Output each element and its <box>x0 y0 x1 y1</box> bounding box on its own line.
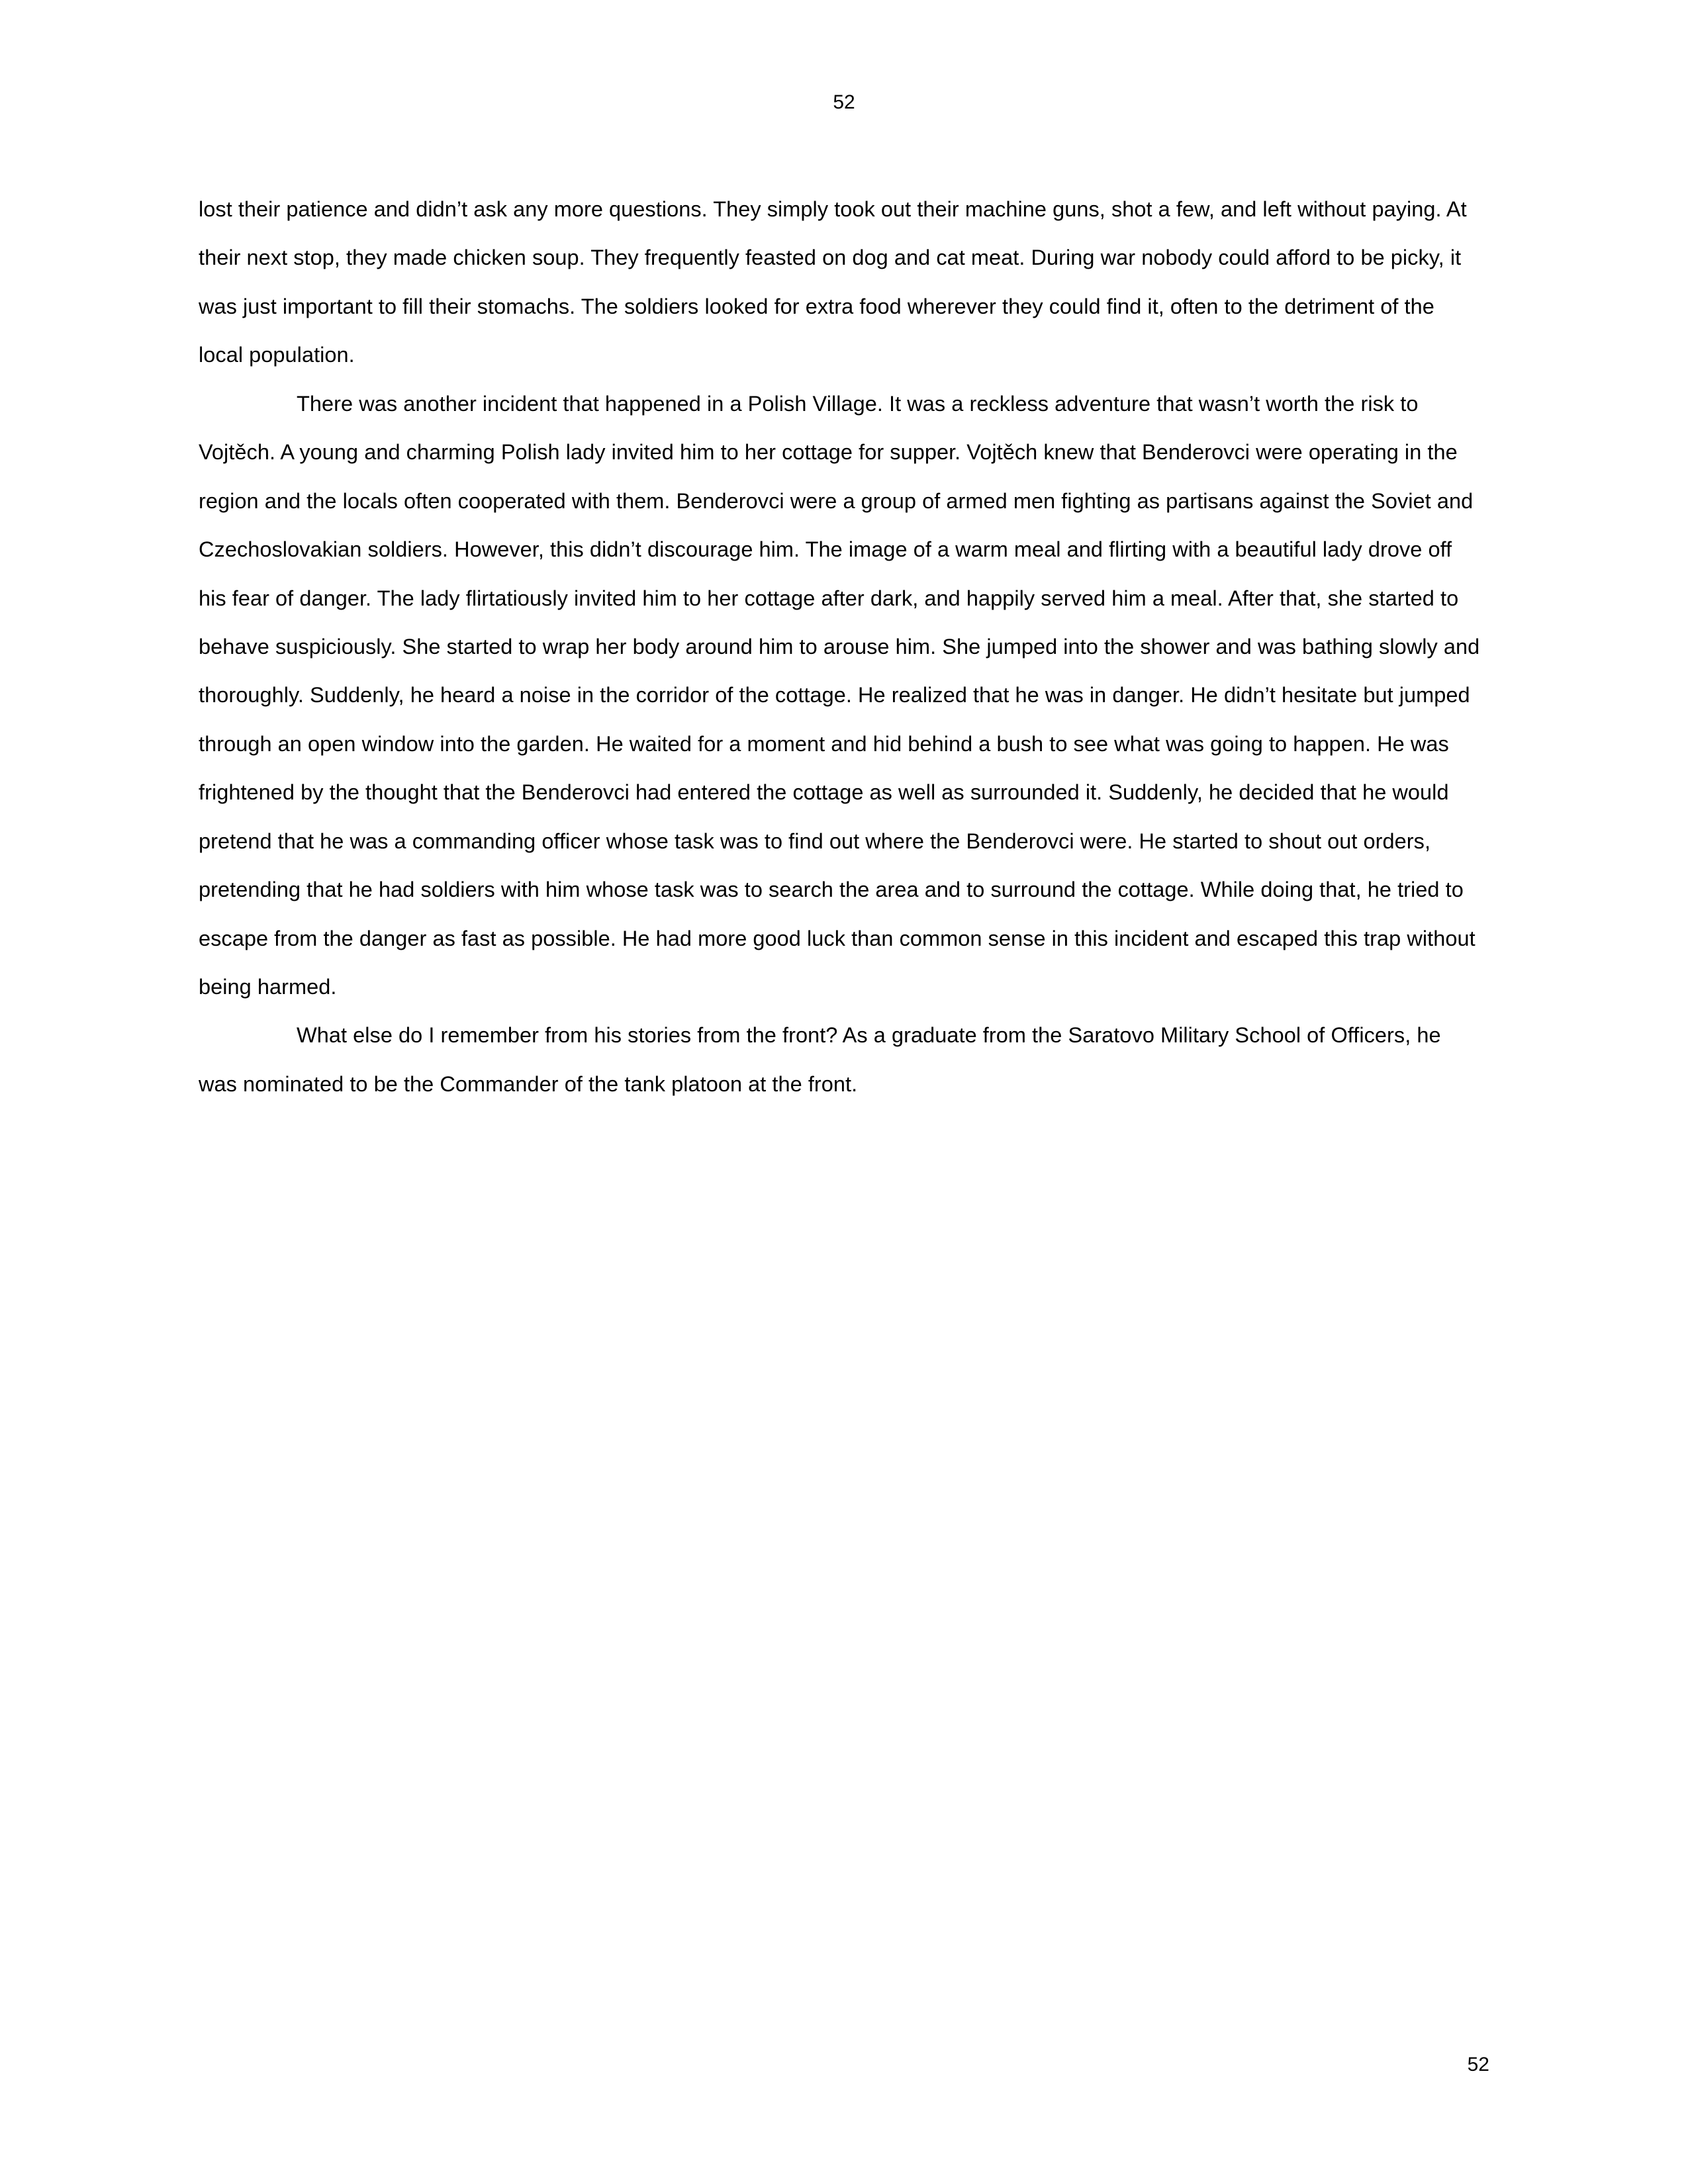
body-paragraph: What else do I remember from his stories from the front? As a graduate from the Saratovo Military School of Officers, he was nominated to be the Commander of the tank platoon at the front. <box>199 1023 1441 1096</box>
header-page-number: 52 <box>833 91 855 113</box>
body-paragraph: lost their patience and didn’t ask any more questions. They simply took out their machine guns, shot a few, and left without paying. At their next stop, they made chicken soup. They frequently feasted on dog and cat meat. During war nobody could afford to be picky, it was just important to fill their stomachs. The soldiers looked for extra food wherever they could find it, often to the detriment of the local population. <box>199 197 1467 367</box>
footer-page-number: 52 <box>1467 2054 1489 2075</box>
page-body <box>199 185 1483 1109</box>
body-paragraph: There was another incident that happened in a Polish Village. It was a reckless adventure that wasn’t worth the risk to Vojtěch. A young and charming Polish lady invited him to her cottage for supper. Vojtěch knew that Benderovci were operating in the region and the locals often cooperated with them. Benderovci were a group of armed men fighting as partisans against the Soviet and Czechoslovakian soldiers. However, this didn’t discourage him. The image of a warm meal and flirting with a beautiful lady drove off his fear of danger. The lady flirtatiously invited him to her cottage after dark, and happily served him a meal. After that, she started to behave suspiciously. She started to wrap her body around him to arouse him. She jumped into the shower and was bathing slowly and thoroughly. Suddenly, he heard a noise in the corridor of the cottage. He realized that he was in danger. He didn’t hesitate but jumped through an open window into the garden. He waited for a moment and hid behind a bush to see what was going to happen. He was frightened by the thought that the Benderovci had entered the cottage as well as surrounded it. Suddenly, he decided that he would pretend that he was a commanding officer whose task was to find out where the Benderovci were. He started to shout out orders, pretending that he had soldiers with him whose task was to search the area and to surround the cottage. While doing that, he tried to escape from the danger as fast as possible. He had more good luck than common sense in this incident and escaped this trap without being harmed. <box>199 391 1480 999</box>
